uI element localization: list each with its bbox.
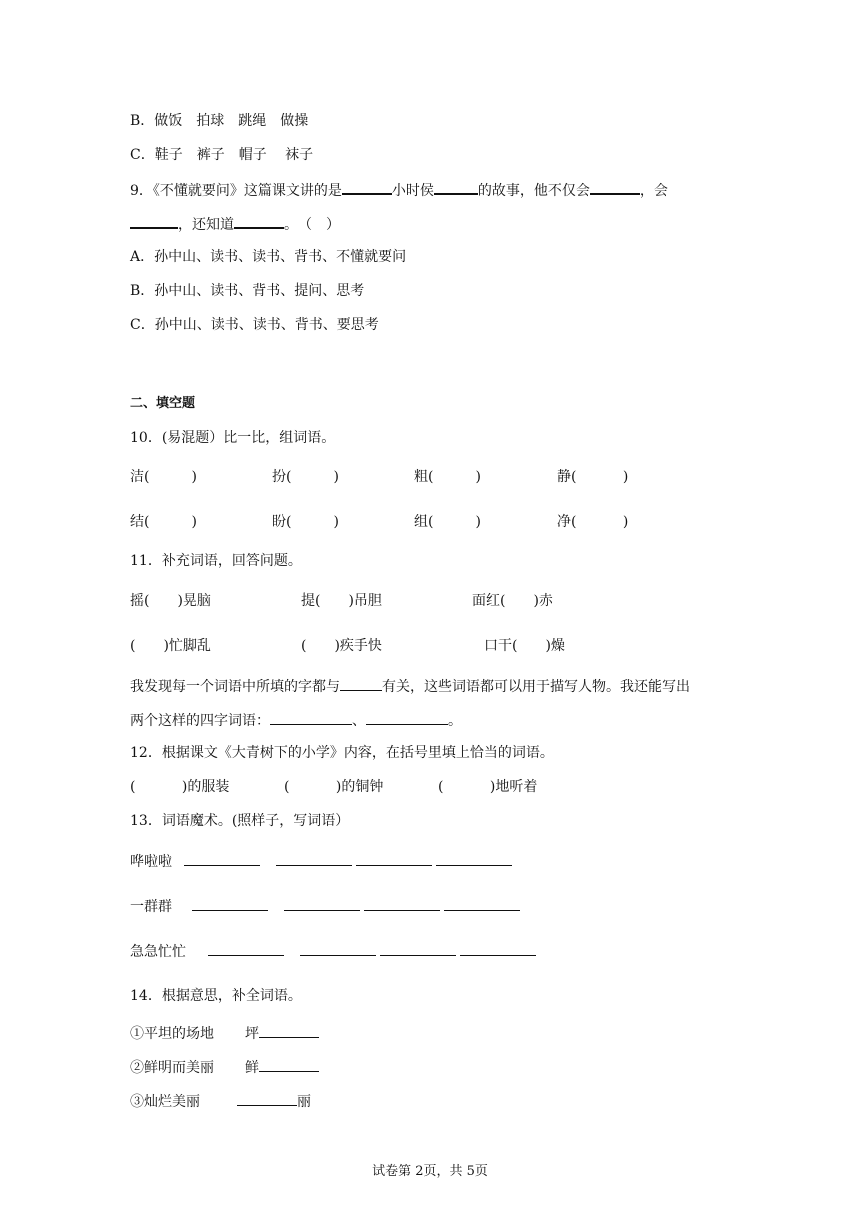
q11-blank-1[interactable] xyxy=(340,676,382,691)
q9-option-c: C．孙中山、读书、读书、背书、要思考 xyxy=(130,317,379,333)
q9-blank-2[interactable] xyxy=(434,179,478,195)
q10-item: 盼( ) xyxy=(272,514,339,530)
q9-option-b: B．孙中山、读书、背书、提问、思考 xyxy=(130,283,365,299)
q10-item: 净( ) xyxy=(557,514,629,530)
q13-stem: 13．词语魔术。(照样子，写词语） xyxy=(130,813,350,829)
q11-idiom: 摇( )晃脑 xyxy=(130,593,211,609)
q13-example-word: 一群群 xyxy=(130,899,172,915)
q9-blank-4[interactable] xyxy=(130,213,178,229)
q9-stem-part2: 小时侯 xyxy=(391,183,434,199)
q13-blank[interactable] xyxy=(184,851,260,866)
section-heading: 二、填空题 xyxy=(130,396,196,411)
q14-item xyxy=(130,1091,311,1112)
q9-stem-line2 xyxy=(130,213,340,235)
q10-item: 结( ) xyxy=(130,514,197,530)
q13-blank[interactable] xyxy=(300,941,376,956)
q10-item: 静( ) xyxy=(557,469,629,485)
q11-question-part2: 有关，这些词语都可以用于描写人物。我还能写出 xyxy=(382,679,690,695)
q13-blank[interactable] xyxy=(276,851,352,866)
q11-idiom: 口干( )燥 xyxy=(484,638,565,654)
q9-option-a: A．孙中山、读书、读书、背书、不懂就要问 xyxy=(130,249,407,265)
q9-stem-part1: 9．《不懂就要问》这篇课文讲的是 xyxy=(130,183,342,199)
q14-blank[interactable] xyxy=(259,1023,319,1038)
q10-item: 扮( ) xyxy=(272,469,339,485)
q11-question-part4: 、 xyxy=(352,713,366,729)
q11-idiom: ( )忙脚乱 xyxy=(130,638,211,654)
q14-meaning: ①平坦的场地 xyxy=(130,1026,214,1042)
q14-given-char: 坪 xyxy=(245,1026,259,1042)
q9-blank-5[interactable] xyxy=(234,213,284,229)
q14-blank[interactable] xyxy=(259,1057,319,1072)
q11-idiom: 面红( )赤 xyxy=(472,593,553,609)
q9-stem-part6: 。 （ ） xyxy=(284,217,340,233)
q10-item: 组( ) xyxy=(414,514,481,530)
q9-blank-1[interactable] xyxy=(342,179,392,195)
q10-stem: 10．(易混题）比一比，组词语。 xyxy=(130,430,336,446)
q11-blank-2[interactable] xyxy=(270,710,352,725)
q8-option-b: B．做饭 拍球 跳绳 做操 xyxy=(130,113,309,129)
q9-stem-part3: 的故事，他不仅会 xyxy=(477,183,590,199)
q12-item: ( )的服装 xyxy=(130,779,230,795)
q13-blank[interactable] xyxy=(460,941,536,956)
q14-meaning: ②鲜明而美丽 xyxy=(130,1060,214,1076)
q14-item xyxy=(130,1023,319,1044)
q11-stem: 11．补充词语，回答问题。 xyxy=(130,553,302,569)
q13-blank[interactable] xyxy=(192,896,268,911)
q12-stem: 12．根据课文《大青树下的小学》内容，在括号里填上恰当的词语。 xyxy=(130,745,554,761)
q14-blank[interactable] xyxy=(237,1091,297,1106)
q13-example-word: 哗啦啦 xyxy=(130,854,172,870)
q11-idiom: ( )疾手快 xyxy=(301,638,382,654)
q11-idiom: 提( )吊胆 xyxy=(301,593,382,609)
q14-stem: 14．根据意思，补全词语。 xyxy=(130,988,302,1004)
q13-blank[interactable] xyxy=(364,896,440,911)
q10-item: 洁( ) xyxy=(130,469,197,485)
q12-item: ( )的铜钟 xyxy=(284,779,384,795)
q13-blank[interactable] xyxy=(356,851,432,866)
q14-given-char: 丽 xyxy=(297,1094,311,1110)
q9-blank-3[interactable] xyxy=(590,179,640,195)
q13-example-word: 急急忙忙 xyxy=(130,944,186,960)
q9-stem-part5: ，还知道 xyxy=(178,217,234,233)
q13-blank[interactable] xyxy=(208,941,284,956)
q9-stem-line1 xyxy=(130,179,668,201)
q11-question-part1: 我发现每一个词语中所填的字都与 xyxy=(130,679,340,695)
q11-blank-3[interactable] xyxy=(366,710,448,725)
q12-item: ( )地听着 xyxy=(438,779,538,795)
q13-row xyxy=(130,851,512,872)
q13-blank[interactable] xyxy=(436,851,512,866)
q9-stem-part4: ，会 xyxy=(639,183,668,199)
q14-meaning: ③灿烂美丽 xyxy=(130,1094,200,1110)
q13-row xyxy=(130,941,536,962)
q10-item: 粗( ) xyxy=(414,469,481,485)
q11-question-line2 xyxy=(130,710,462,731)
q13-blank[interactable] xyxy=(380,941,456,956)
q11-question-part3: 两个这样的四字词语： xyxy=(130,713,270,729)
page-footer: 试卷第 2页，共 5页 xyxy=(372,1164,488,1179)
q11-question-part5: 。 xyxy=(448,713,462,729)
q13-blank[interactable] xyxy=(444,896,520,911)
q8-option-c: C．鞋子 裤子 帽子 袜子 xyxy=(130,147,314,163)
q13-row xyxy=(130,896,520,917)
q11-question-line1 xyxy=(130,676,690,697)
q14-item xyxy=(130,1057,319,1078)
q13-blank[interactable] xyxy=(284,896,360,911)
q14-given-char: 鲜 xyxy=(245,1060,259,1076)
